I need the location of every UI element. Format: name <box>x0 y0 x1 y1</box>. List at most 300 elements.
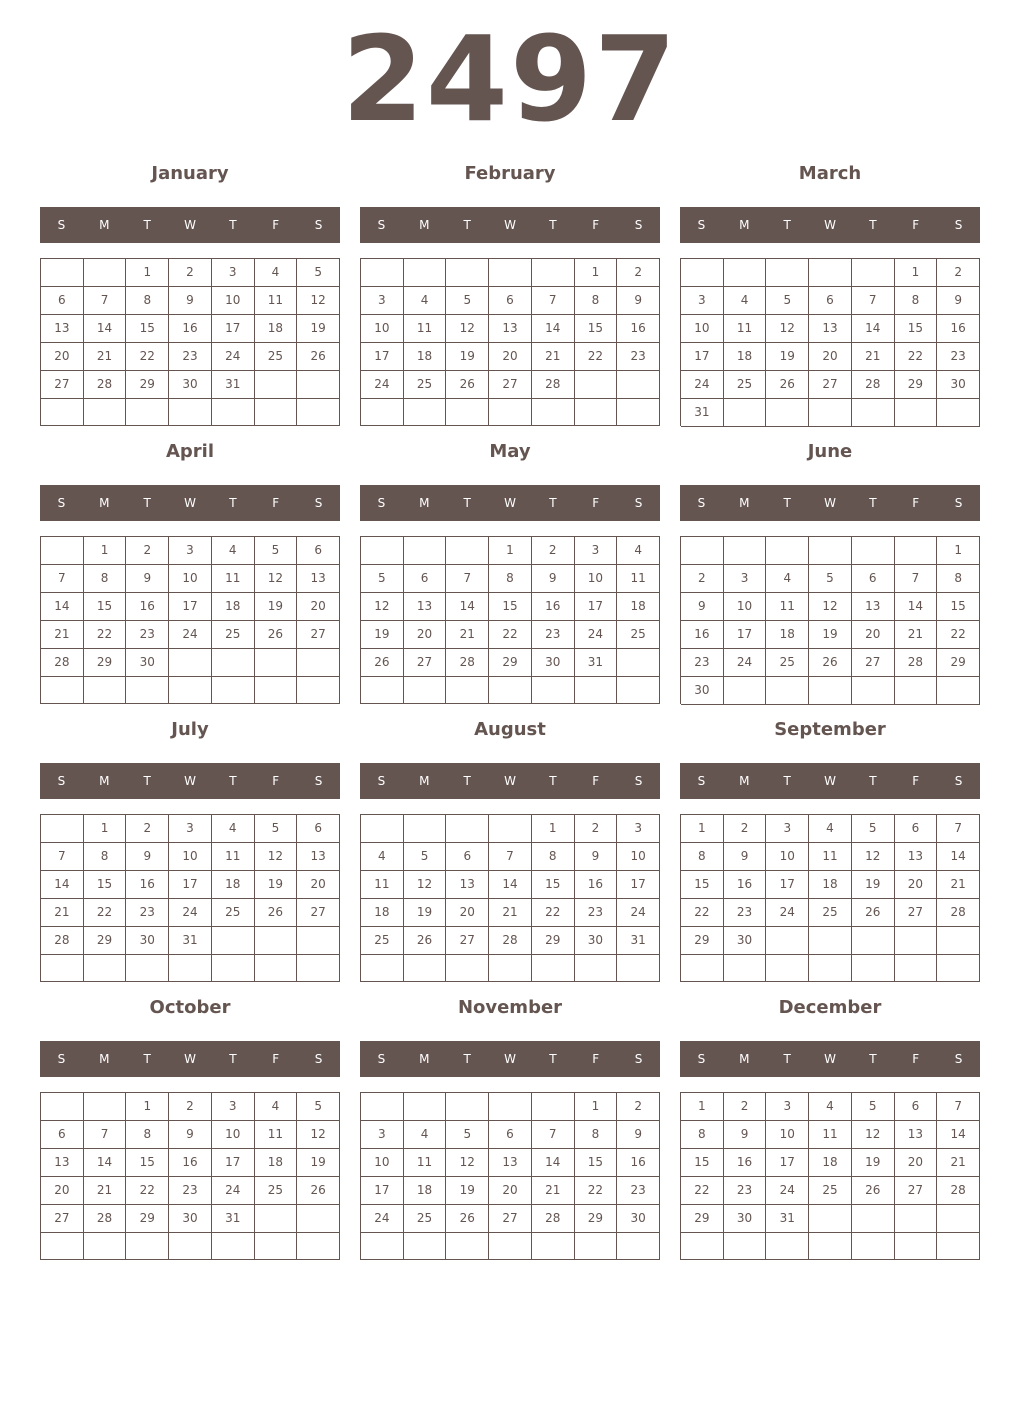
day-cell: 9 <box>617 1121 660 1149</box>
day-cell <box>446 677 489 704</box>
day-cell: 14 <box>532 1149 575 1177</box>
day-cell: 2 <box>617 259 660 287</box>
day-cell: 15 <box>937 593 980 621</box>
day-cell <box>724 1233 767 1260</box>
day-cell: 9 <box>126 843 169 871</box>
month-name: July <box>171 719 209 740</box>
weekday-label: T <box>463 774 471 788</box>
day-cell <box>404 677 447 704</box>
day-cell: 17 <box>724 621 767 649</box>
weekday-label: W <box>184 774 196 788</box>
day-cell <box>41 399 84 426</box>
weekday-label: S <box>377 218 386 232</box>
day-cell <box>361 1233 404 1260</box>
day-cell <box>255 677 298 704</box>
day-cell: 5 <box>446 287 489 315</box>
day-cell: 23 <box>617 1177 660 1205</box>
day-cell: 1 <box>895 259 938 287</box>
month-july <box>40 716 340 986</box>
day-cell <box>297 677 340 704</box>
day-cell: 4 <box>617 537 660 565</box>
day-grid <box>680 258 980 426</box>
day-cell: 2 <box>937 259 980 287</box>
day-cell: 21 <box>532 343 575 371</box>
day-cell: 20 <box>852 621 895 649</box>
weekday-label: M <box>419 218 430 232</box>
day-cell <box>169 955 212 982</box>
day-cell: 1 <box>575 259 618 287</box>
day-cell: 28 <box>852 371 895 399</box>
day-cell <box>255 649 298 677</box>
weekday-label: F <box>912 218 920 232</box>
day-cell: 24 <box>766 899 809 927</box>
weekday-label: S <box>954 496 963 510</box>
day-cell: 13 <box>446 871 489 899</box>
day-cell <box>41 955 84 982</box>
day-cell: 27 <box>895 1177 938 1205</box>
day-cell: 29 <box>489 649 532 677</box>
day-cell: 28 <box>84 371 127 399</box>
weekday-label: S <box>377 774 386 788</box>
day-cell <box>809 537 852 565</box>
day-cell: 10 <box>617 843 660 871</box>
weekday-label: F <box>912 774 920 788</box>
day-cell <box>852 955 895 982</box>
day-cell <box>766 537 809 565</box>
day-cell: 9 <box>724 1121 767 1149</box>
day-cell: 8 <box>575 1121 618 1149</box>
day-cell: 30 <box>937 371 980 399</box>
day-cell: 16 <box>617 1149 660 1177</box>
day-cell <box>361 399 404 426</box>
weekday-label: M <box>99 774 110 788</box>
day-cell <box>84 259 127 287</box>
day-cell: 15 <box>84 871 127 899</box>
weekday-label: T <box>143 1052 151 1066</box>
day-cell: 11 <box>212 843 255 871</box>
day-cell: 22 <box>575 343 618 371</box>
day-cell: 17 <box>361 343 404 371</box>
day-cell: 21 <box>489 899 532 927</box>
day-cell <box>724 259 767 287</box>
day-cell: 2 <box>532 537 575 565</box>
day-cell: 23 <box>532 621 575 649</box>
weekday-label: W <box>824 774 836 788</box>
weekday-label: W <box>824 1052 836 1066</box>
day-cell: 15 <box>126 315 169 343</box>
day-cell: 11 <box>809 1121 852 1149</box>
day-cell <box>617 371 660 399</box>
weekday-header <box>680 207 980 243</box>
day-cell: 31 <box>766 1205 809 1233</box>
day-cell <box>255 955 298 982</box>
day-cell: 19 <box>361 621 404 649</box>
day-cell <box>255 1205 298 1233</box>
day-cell: 31 <box>212 371 255 399</box>
day-cell: 12 <box>297 1121 340 1149</box>
day-cell: 27 <box>404 649 447 677</box>
day-cell: 22 <box>532 899 575 927</box>
day-cell: 22 <box>84 899 127 927</box>
day-cell <box>41 677 84 704</box>
day-cell: 10 <box>212 287 255 315</box>
day-cell: 14 <box>937 843 980 871</box>
weekday-label: F <box>272 218 280 232</box>
day-cell <box>446 537 489 565</box>
day-cell: 23 <box>681 649 724 677</box>
day-cell: 14 <box>446 593 489 621</box>
day-cell: 4 <box>809 815 852 843</box>
day-cell: 25 <box>212 621 255 649</box>
day-cell <box>617 955 660 982</box>
month-name: June <box>807 441 853 462</box>
month-april <box>40 438 340 708</box>
day-cell: 15 <box>84 593 127 621</box>
day-cell: 8 <box>681 843 724 871</box>
day-cell: 7 <box>895 565 938 593</box>
day-cell: 23 <box>169 343 212 371</box>
year-title: 2497 <box>341 10 679 148</box>
day-cell: 19 <box>255 593 298 621</box>
day-cell <box>489 1233 532 1260</box>
day-cell: 1 <box>681 815 724 843</box>
day-cell: 8 <box>532 843 575 871</box>
month-name: October <box>149 997 231 1018</box>
day-cell <box>361 815 404 843</box>
weekday-label: T <box>143 496 151 510</box>
day-cell <box>446 955 489 982</box>
day-cell: 26 <box>446 371 489 399</box>
day-cell: 24 <box>681 371 724 399</box>
day-cell: 3 <box>361 1121 404 1149</box>
day-cell: 12 <box>852 843 895 871</box>
day-cell: 14 <box>84 1149 127 1177</box>
day-cell: 4 <box>766 565 809 593</box>
weekday-label: F <box>592 218 600 232</box>
weekday-label: W <box>504 1052 516 1066</box>
day-cell: 15 <box>575 1149 618 1177</box>
day-cell <box>532 1093 575 1121</box>
month-name: March <box>798 163 862 184</box>
day-cell: 8 <box>937 565 980 593</box>
day-cell: 3 <box>766 815 809 843</box>
day-cell <box>809 1233 852 1260</box>
day-cell <box>852 259 895 287</box>
day-cell <box>297 649 340 677</box>
day-cell: 5 <box>852 815 895 843</box>
day-cell: 6 <box>446 843 489 871</box>
day-cell: 22 <box>937 621 980 649</box>
day-cell: 5 <box>297 1093 340 1121</box>
day-grid <box>360 1092 660 1260</box>
day-cell: 25 <box>404 371 447 399</box>
weekday-label: T <box>143 774 151 788</box>
day-cell: 8 <box>84 843 127 871</box>
day-cell: 22 <box>126 343 169 371</box>
day-cell <box>489 955 532 982</box>
day-cell: 1 <box>489 537 532 565</box>
day-cell: 24 <box>361 371 404 399</box>
day-cell: 8 <box>126 1121 169 1149</box>
day-grid <box>40 1092 340 1260</box>
day-cell <box>852 537 895 565</box>
day-cell: 6 <box>895 1093 938 1121</box>
day-cell: 31 <box>681 399 724 427</box>
day-cell: 8 <box>489 565 532 593</box>
day-cell: 25 <box>404 1205 447 1233</box>
day-cell: 9 <box>126 565 169 593</box>
day-cell <box>766 1233 809 1260</box>
day-cell: 12 <box>255 565 298 593</box>
day-cell: 25 <box>766 649 809 677</box>
day-cell <box>532 955 575 982</box>
day-cell <box>41 815 84 843</box>
day-cell: 5 <box>446 1121 489 1149</box>
day-cell <box>937 677 980 705</box>
day-cell: 16 <box>681 621 724 649</box>
weekday-label: T <box>463 496 471 510</box>
day-cell: 1 <box>126 1093 169 1121</box>
day-cell: 11 <box>766 593 809 621</box>
day-cell <box>255 399 298 426</box>
weekday-label: M <box>419 774 430 788</box>
day-cell: 1 <box>84 537 127 565</box>
day-cell <box>212 399 255 426</box>
day-cell: 21 <box>852 343 895 371</box>
weekday-label: F <box>272 1052 280 1066</box>
day-cell: 8 <box>126 287 169 315</box>
day-cell: 24 <box>766 1177 809 1205</box>
day-cell <box>809 1205 852 1233</box>
day-cell: 19 <box>297 315 340 343</box>
day-cell: 15 <box>126 1149 169 1177</box>
day-cell <box>361 1093 404 1121</box>
day-cell <box>766 259 809 287</box>
weekday-header <box>40 763 340 799</box>
day-cell: 13 <box>895 1121 938 1149</box>
day-cell: 23 <box>617 343 660 371</box>
day-cell <box>575 1233 618 1260</box>
day-cell <box>297 1205 340 1233</box>
day-cell <box>297 399 340 426</box>
day-cell: 24 <box>361 1205 404 1233</box>
day-cell: 12 <box>446 315 489 343</box>
day-cell <box>809 399 852 427</box>
day-cell: 31 <box>575 649 618 677</box>
day-cell: 8 <box>681 1121 724 1149</box>
day-cell: 28 <box>532 371 575 399</box>
day-cell: 13 <box>809 315 852 343</box>
day-cell <box>724 399 767 427</box>
day-cell: 17 <box>766 1149 809 1177</box>
weekday-label: M <box>419 1052 430 1066</box>
day-cell: 19 <box>404 899 447 927</box>
day-cell: 4 <box>255 259 298 287</box>
weekday-header <box>40 207 340 243</box>
day-cell: 29 <box>937 649 980 677</box>
day-cell: 9 <box>169 1121 212 1149</box>
day-cell <box>446 399 489 426</box>
day-cell: 4 <box>361 843 404 871</box>
weekday-label: T <box>463 1052 471 1066</box>
day-cell <box>297 1233 340 1260</box>
day-grid <box>680 814 980 982</box>
day-cell: 28 <box>41 927 84 955</box>
day-cell <box>489 259 532 287</box>
day-cell: 21 <box>41 621 84 649</box>
day-cell: 24 <box>617 899 660 927</box>
day-cell: 24 <box>724 649 767 677</box>
day-cell: 11 <box>724 315 767 343</box>
day-cell: 28 <box>41 649 84 677</box>
day-cell <box>297 371 340 399</box>
weekday-label: T <box>783 1052 791 1066</box>
day-cell: 24 <box>169 899 212 927</box>
day-cell: 14 <box>937 1121 980 1149</box>
day-cell: 10 <box>681 315 724 343</box>
day-cell: 20 <box>895 871 938 899</box>
day-cell: 16 <box>617 315 660 343</box>
weekday-label: W <box>504 774 516 788</box>
weekday-label: T <box>549 774 557 788</box>
day-cell <box>724 677 767 705</box>
day-cell <box>446 259 489 287</box>
day-cell: 27 <box>489 371 532 399</box>
day-cell: 14 <box>41 593 84 621</box>
day-cell: 2 <box>575 815 618 843</box>
day-cell: 3 <box>361 287 404 315</box>
day-cell <box>852 399 895 427</box>
day-cell: 19 <box>297 1149 340 1177</box>
month-november <box>360 994 660 1264</box>
day-cell: 14 <box>852 315 895 343</box>
day-cell: 17 <box>681 343 724 371</box>
day-cell: 4 <box>404 1121 447 1149</box>
day-cell <box>169 1233 212 1260</box>
day-cell: 17 <box>575 593 618 621</box>
day-cell <box>446 1093 489 1121</box>
weekday-label: F <box>592 774 600 788</box>
day-cell <box>766 955 809 982</box>
day-cell: 25 <box>255 343 298 371</box>
day-cell <box>617 1233 660 1260</box>
day-cell: 7 <box>937 815 980 843</box>
day-cell: 19 <box>852 1149 895 1177</box>
day-cell: 21 <box>937 871 980 899</box>
day-cell <box>937 1233 980 1260</box>
day-cell: 16 <box>937 315 980 343</box>
day-cell: 3 <box>169 537 212 565</box>
day-cell <box>404 955 447 982</box>
day-cell: 24 <box>212 1177 255 1205</box>
weekday-label: W <box>504 218 516 232</box>
day-cell: 13 <box>404 593 447 621</box>
day-cell: 4 <box>404 287 447 315</box>
day-cell: 13 <box>895 843 938 871</box>
weekday-label: F <box>912 496 920 510</box>
day-cell: 8 <box>575 287 618 315</box>
day-cell: 6 <box>41 1121 84 1149</box>
day-cell: 22 <box>575 1177 618 1205</box>
day-cell: 27 <box>895 899 938 927</box>
weekday-label: T <box>229 1052 237 1066</box>
day-cell: 3 <box>617 815 660 843</box>
day-grid <box>680 1092 980 1260</box>
day-cell: 15 <box>895 315 938 343</box>
day-grid <box>680 536 980 704</box>
day-cell <box>255 371 298 399</box>
day-cell: 5 <box>404 843 447 871</box>
month-name: May <box>489 441 531 462</box>
day-cell: 8 <box>84 565 127 593</box>
day-cell: 5 <box>255 815 298 843</box>
day-cell: 19 <box>446 343 489 371</box>
day-cell <box>212 677 255 704</box>
day-cell: 18 <box>809 1149 852 1177</box>
month-june <box>680 438 980 708</box>
weekday-label: S <box>57 218 66 232</box>
day-cell <box>617 399 660 426</box>
weekday-label: T <box>463 218 471 232</box>
day-cell: 20 <box>297 871 340 899</box>
day-cell: 2 <box>681 565 724 593</box>
day-cell: 31 <box>617 927 660 955</box>
day-cell: 4 <box>724 287 767 315</box>
day-cell: 3 <box>212 1093 255 1121</box>
day-cell: 17 <box>766 871 809 899</box>
day-cell: 21 <box>532 1177 575 1205</box>
day-cell: 16 <box>169 315 212 343</box>
day-cell <box>41 1093 84 1121</box>
day-grid <box>360 814 660 982</box>
day-cell: 20 <box>895 1149 938 1177</box>
day-cell: 18 <box>766 621 809 649</box>
day-cell <box>724 955 767 982</box>
day-cell: 20 <box>41 1177 84 1205</box>
day-cell <box>84 399 127 426</box>
day-cell <box>489 677 532 704</box>
weekday-label: T <box>229 218 237 232</box>
day-cell: 1 <box>681 1093 724 1121</box>
day-cell <box>532 1233 575 1260</box>
weekday-label: S <box>954 1052 963 1066</box>
day-cell: 25 <box>617 621 660 649</box>
weekday-label: S <box>634 1052 643 1066</box>
day-cell <box>126 955 169 982</box>
day-cell: 1 <box>532 815 575 843</box>
day-cell: 20 <box>404 621 447 649</box>
day-cell <box>809 955 852 982</box>
day-cell <box>937 955 980 982</box>
weekday-label: S <box>314 774 323 788</box>
day-cell <box>681 1233 724 1260</box>
day-cell: 12 <box>255 843 298 871</box>
day-cell: 10 <box>169 565 212 593</box>
day-cell <box>446 815 489 843</box>
day-cell: 17 <box>169 871 212 899</box>
day-cell: 25 <box>361 927 404 955</box>
day-cell <box>766 927 809 955</box>
day-cell: 17 <box>212 315 255 343</box>
month-name: September <box>774 719 886 740</box>
day-cell: 7 <box>84 287 127 315</box>
day-cell: 29 <box>681 927 724 955</box>
day-cell: 11 <box>361 871 404 899</box>
day-cell: 23 <box>575 899 618 927</box>
weekday-label: S <box>697 774 706 788</box>
day-grid <box>360 536 660 704</box>
day-cell <box>361 259 404 287</box>
